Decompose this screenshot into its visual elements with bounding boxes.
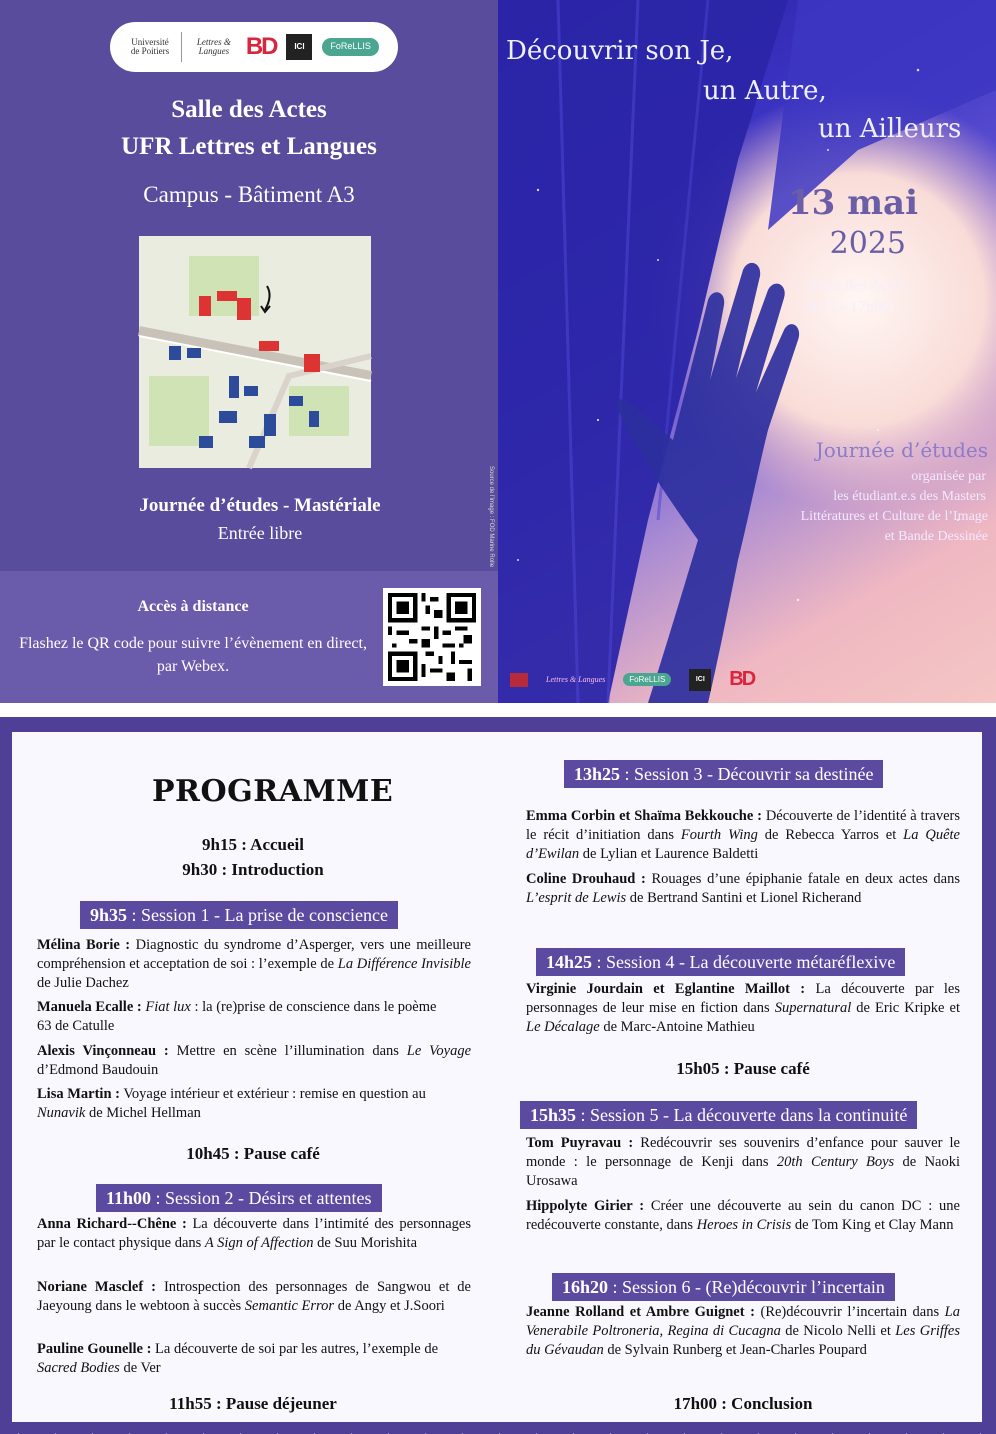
talk-item: Emma Corbin et Shaïma Bekkouche : Découverte de l’identité à travers le récit d’initiation dans Fourth Wing de Rebecca Yarros et La Quête d’Ewilan de Lylian et Laurence Baldetti	[526, 808, 960, 862]
session-1-header: 9h35 : Session 1 - La prise de conscience	[80, 901, 398, 929]
mini-logo-forellis: FoReLLIS	[623, 673, 671, 686]
poster-title-line3: un Ailleurs	[818, 114, 962, 144]
event-poster	[488, 0, 996, 703]
session-6-header: 16h20 : Session 6 - (Re)découvrir l’incertain	[552, 1273, 895, 1301]
schedule-break-2: 15h05 : Pause café	[676, 1059, 810, 1078]
campus-map-drawing	[139, 236, 371, 468]
poster-title-line2: un Autre,	[703, 76, 827, 106]
poster-org-4: et Bande Dessinée	[884, 529, 988, 544]
image-credit: Source de l’image : FOD Marine Rolle	[488, 466, 494, 568]
entry-info: Entrée libre	[217, 523, 303, 543]
venue-room: Salle des Actes	[171, 96, 327, 123]
schedule-break-1: 10h45 : Pause café	[186, 1144, 320, 1163]
brochure-inside	[0, 717, 996, 1434]
mini-logo-universite-icon	[510, 673, 528, 687]
schedule-conclusion: 17h00 : Conclusion	[673, 1394, 813, 1413]
logo-divider	[181, 32, 182, 62]
talk-item: Anna Richard--Chêne : La découverte dans l’intimité des personnages par le contact physique dans A Sign of Affection de Suu Morishita	[37, 1216, 471, 1251]
logo-lettres-langues: Lettres & Langues	[196, 36, 231, 56]
brochure-outside	[0, 0, 996, 703]
talk-item: Alexis Vinçonneau : Mettre en scène l’illumination dans Le Voyage d’Edmond Baudouin	[37, 1043, 472, 1078]
poster-title-line1: Découvrir son Je,	[506, 36, 734, 66]
schedule-accueil: 9h15 : Accueil	[202, 835, 304, 854]
venue-building: Campus - Bâtiment A3	[143, 182, 355, 207]
logo-bd: BD	[245, 33, 277, 61]
poster-hours: 9h15 - 17h00	[804, 299, 890, 316]
poster-org-3: Littératures et Culture de l’Image	[800, 509, 988, 524]
programme-card	[12, 732, 982, 1422]
talk-item: Virginie Jourdain et Eglantine Maillot : La découverte par les personnages de leur mise en fiction dans Supernatural de Eric Kripke et Le Décalage de Marc-Antoine Mathieu	[526, 981, 960, 1035]
poster-logo-strip	[510, 668, 754, 691]
talk-item: Coline Drouhaud : Rouages d’une épiphanie fatale en deux actes dans L’esprit de Lewis de Bertrand Santini et Lionel Richerand	[526, 871, 961, 906]
talk-item: Mélina Borie : Diagnostic du syndrome d’Asperger, vers une meilleure compréhension et acceptation de soi : l’exemple de La Différence Invisible de Julie Dachez	[37, 937, 471, 991]
remote-access-text: Flashez le QR code pour suivre l’évènement en direct, par Webex.	[19, 635, 367, 676]
session-4-header: 14h25 : Session 4 - La découverte métaréflexive	[536, 948, 905, 976]
mini-logo-lettres: Lettres & Langues	[546, 675, 606, 684]
session-5-header: 15h35 : Session 5 - La découverte dans la continuité	[520, 1101, 917, 1129]
talk-item: Pauline Gounelle : La découverte de soi par les autres, l’exemple de Sacred Bodies de Ver	[37, 1341, 439, 1376]
mini-logo-ici: ICI	[689, 669, 711, 691]
info-panel	[0, 0, 498, 703]
schedule-introduction: 9h30 : Introduction	[182, 860, 324, 879]
campus-map	[139, 236, 371, 468]
session-3-header: 13h25 : Session 3 - Découvrir sa destinée	[564, 760, 883, 788]
event-type: Journée d’études - Mastériale	[139, 495, 381, 516]
poster-place: Salle des Actes	[809, 277, 906, 294]
talk-item: Hippolyte Girier : Créer une découverte au sein du canon DC : une redécouverte constante, dans Heroes in Crisis de Tom King et Clay Mann	[526, 1198, 960, 1233]
poster-date-year: 2025	[829, 226, 906, 261]
logo-universite-poitiers: Université de Poitiers	[130, 36, 170, 56]
remote-access-title: Accès à distance	[137, 598, 249, 615]
logo-ici: ICI	[286, 34, 312, 60]
programme-title: PROGRAMME	[152, 774, 394, 809]
talk-item: Noriane Masclef : Introspection des personnages de Sangwou et de Jaeyoung dans le webtoon à succès Semantic Error de Angy et J.Soori	[37, 1279, 471, 1314]
qr-code-icon	[388, 593, 476, 681]
talk-item: Jeanne Rolland et Ambre Guignet : (Re)découvrir l’incertain dans La Venerabile Poltroneria, Regina di Cucagna de Nicolo Nelli et Les Griffes du Gévaudan de Sylvain Runberg et Jean-Charles Poupard	[526, 1304, 961, 1358]
schedule-lunch: 11h55 : Pause déjeuner	[169, 1394, 337, 1413]
poster-org-2: les étudiant.e.s des Masters	[833, 489, 986, 504]
mini-logo-bd: BD	[729, 668, 755, 690]
qr-code[interactable]	[383, 588, 481, 686]
venue-faculty: UFR Lettres et Langues	[121, 133, 377, 160]
poster-org-1: organisée par	[911, 469, 986, 484]
logo-forellis: FoReLLIS	[322, 38, 379, 55]
talk-item: Manuela Ecalle : Fiat lux : la (re)prise de conscience dans le poème 63 de Catulle	[37, 999, 437, 1034]
partner-logos	[110, 22, 398, 72]
session-2-header: 11h00 : Session 2 - Désirs et attentes	[96, 1184, 382, 1212]
talk-item: Tom Puyravau : Redécouvrir ses souvenirs d’enfance pour sauver le monde : le personnage de Kenji dans 20th Century Boys de Naoki Urosawa	[526, 1135, 961, 1189]
poster-date-day: 13 mai	[787, 183, 918, 223]
talk-item: Lisa Martin : Voyage intérieur et extérieur : remise en question au Nunavik de Michel Hellman	[37, 1086, 426, 1121]
poster-journee: Journée d’études	[815, 438, 988, 462]
